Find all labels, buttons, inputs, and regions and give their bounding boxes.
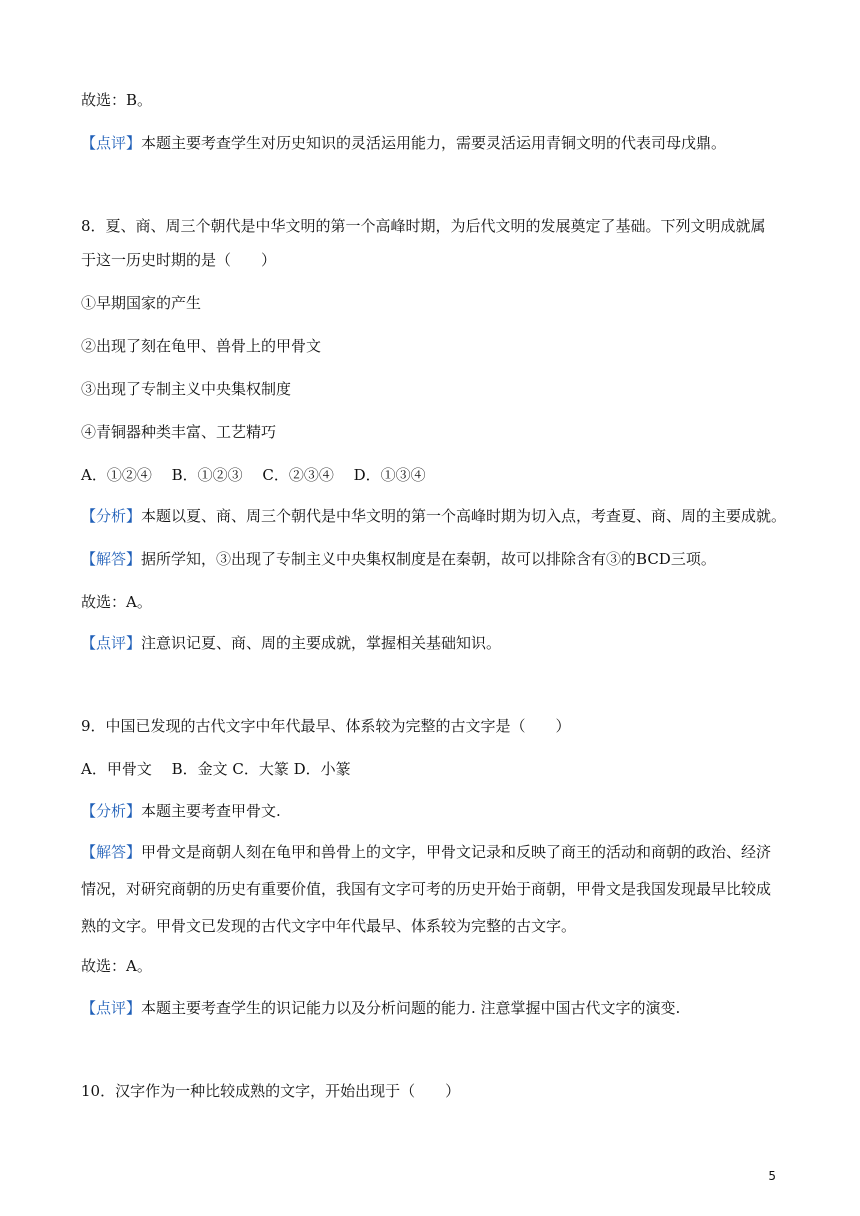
comment-text: 注意识记夏、商、周的主要成就，掌握相关基础知识。 (141, 634, 502, 652)
q8-item-2: ②出现了刻在龟甲、兽骨上的甲骨文 (81, 337, 322, 355)
page-number: 5 (768, 1169, 776, 1183)
q10-stem: 10．汉字作为一种比较成熟的文字，开始出现于（ ） (81, 1082, 461, 1100)
solution-tag: 【解答】 (81, 550, 142, 568)
comment-tag: 【点评】 (81, 999, 142, 1017)
solution-text: 甲骨文是商朝人刻在龟甲和兽骨上的文字，甲骨文记录和反映了商王的活动和商朝的政治、经济情况，对研究商朝的历史有重要价值，我国有文字可考的历史开始于商朝，甲骨文是我国发现最早比较成熟的文字。甲骨文已发现的古代文字中年代最早、体系较为完整的古文字。 (81, 843, 772, 935)
q8-stem-line2: 于这一历史时期的是（ ） (81, 251, 277, 269)
analysis-text: 本题主要考查甲骨文. (141, 802, 281, 820)
q9-stem: 9．中国已发现的古代文字中年代最早、体系较为完整的古文字是（ ） (81, 717, 571, 735)
q9-analysis (81, 801, 781, 821)
analysis-text: 本题以夏、商、周三个朝代是中华文明的第一个高峰时期为切入点，考查夏、商、周的主要成就。 (141, 507, 787, 525)
q7-comment (81, 133, 781, 153)
q8-item-4: ④青铜器种类丰富、工艺精巧 (81, 423, 277, 441)
solution-text: 据所学知，③出现了专制主义中央集权制度是在秦朝，故可以排除含有③的BCD三项。 (141, 550, 716, 568)
comment-text: 本题主要考查学生的识记能力以及分析问题的能力. 注意掌握中国古代文字的演变. (141, 999, 681, 1017)
comment-text: 本题主要考查学生对历史知识的灵活运用能力，需要灵活运用青铜文明的代表司母戊鼎。 (141, 134, 727, 152)
q8-item-1: ①早期国家的产生 (81, 294, 202, 312)
q9-answer: 故选：A。 (81, 957, 152, 975)
comment-tag: 【点评】 (81, 634, 142, 652)
q8-comment (81, 633, 781, 653)
q9-solution (81, 834, 781, 945)
q8-options: A．①②④ B．①②③ C．②③④ D．①③④ (81, 466, 426, 484)
q8-item-3: ③出现了专制主义中央集权制度 (81, 380, 292, 398)
q8-solution (81, 549, 781, 569)
analysis-tag: 【分析】 (81, 507, 142, 525)
comment-tag: 【点评】 (81, 134, 142, 152)
q8-stem-line1: 8．夏、商、周三个朝代是中华文明的第一个高峰时期，为后代文明的发展奠定了基础。下列文明成就属 (81, 217, 766, 235)
solution-tag: 【解答】 (81, 843, 142, 861)
q8-analysis (81, 506, 787, 526)
q9-options: A．甲骨文 B．金文 C．大篆 D．小篆 (81, 760, 351, 778)
q9-comment (81, 998, 781, 1018)
q8-answer: 故选：A。 (81, 593, 152, 611)
analysis-tag: 【分析】 (81, 802, 142, 820)
q7-answer: 故选：B。 (81, 91, 153, 109)
